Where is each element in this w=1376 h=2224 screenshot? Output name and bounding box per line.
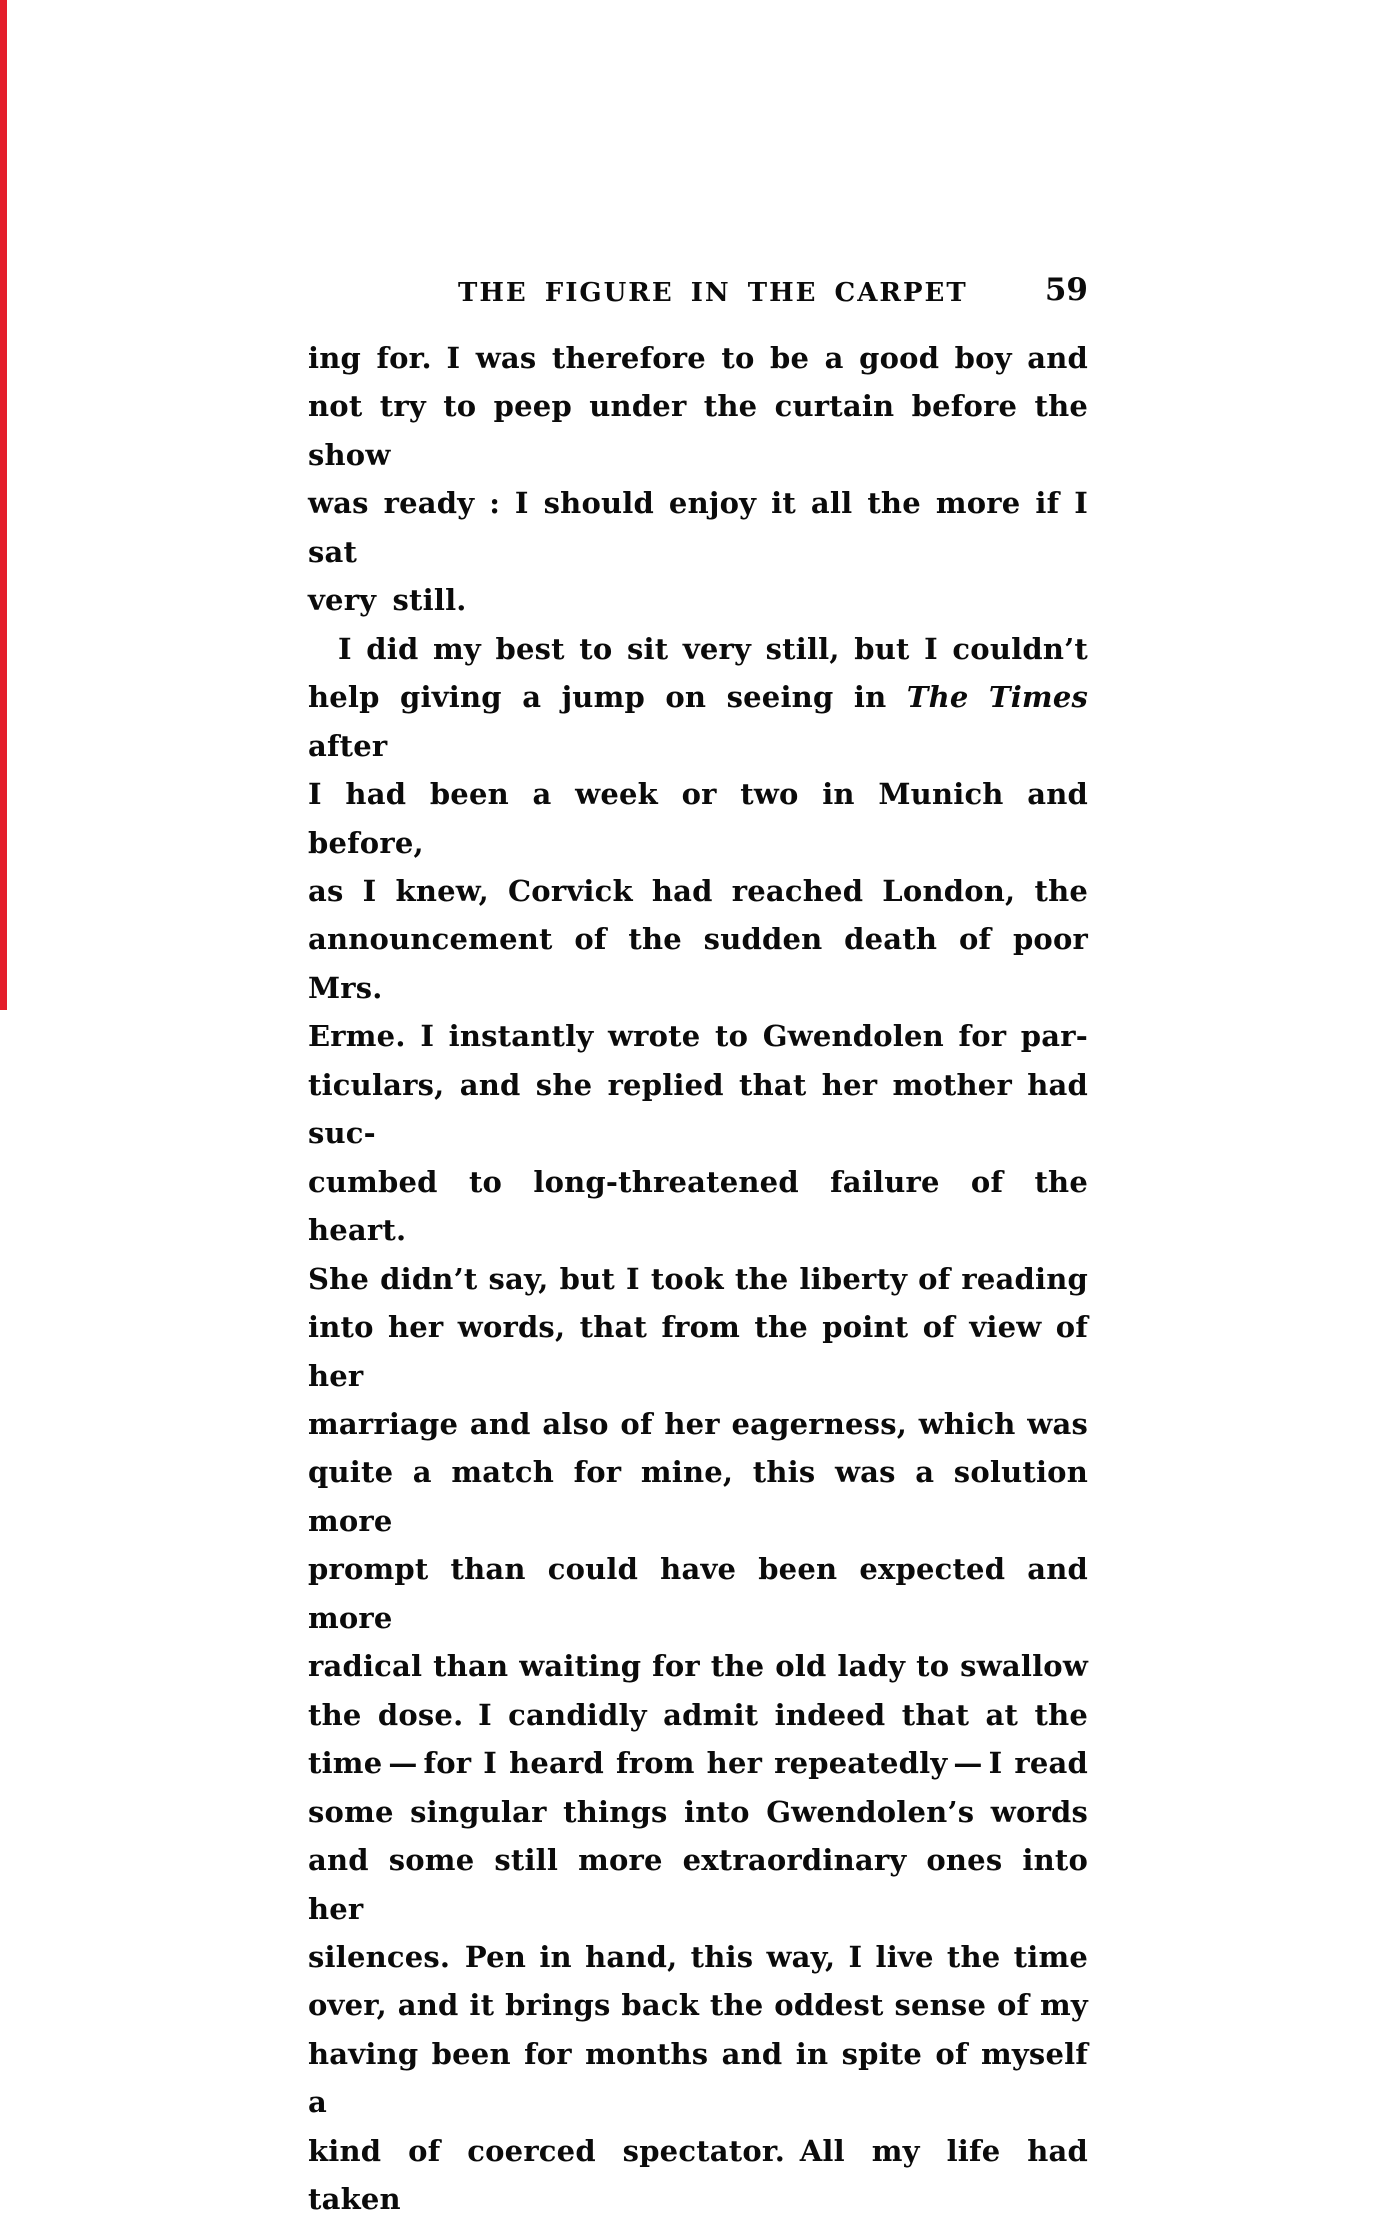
text-line: kind of coerced spectator. All my life had taken xyxy=(308,2133,1088,2217)
text-line: help giving a jump on seeing in The Times after xyxy=(308,680,1088,763)
text-line: not try to peep under the curtain before the show xyxy=(308,389,1088,472)
text-line: marriage and also of her eagerness, which was xyxy=(308,1406,1088,1441)
page-number: 59 xyxy=(1044,272,1088,308)
text-line: ing for. I was therefore to be a good boy and xyxy=(308,341,1088,375)
text-line: and some still more extraordinary ones into her xyxy=(308,1843,1088,1926)
text-line: very still. xyxy=(308,583,467,618)
running-head xyxy=(308,272,1088,310)
text-line: into her words, that from the point of view of her xyxy=(308,1310,1088,1393)
text-line: silences. Pen in hand, this way, I live the time xyxy=(308,1939,1088,1974)
text-line: ticulars, and she replied that her mother had suc- xyxy=(308,1067,1088,1151)
text-line: over, and it brings back the oddest sense of my xyxy=(308,1988,1088,2023)
text-line: radical than waiting for the old lady to swallow xyxy=(308,1649,1088,1684)
text-line: having been for months and in spite of myself a xyxy=(308,2036,1088,2120)
running-head-title: THE FIGURE IN THE CARPET xyxy=(458,278,968,308)
text-line: I did my best to sit very still, but I couldn’t xyxy=(338,631,1088,666)
text-line: was ready : I should enjoy it all the more if I sat xyxy=(308,486,1088,569)
body-text-block xyxy=(308,334,1088,2224)
text-line: time — for I heard from her repeatedly — I read xyxy=(308,1746,1088,1781)
text-line: the dose. I candidly admit indeed that at the xyxy=(308,1697,1088,1732)
text-line: I had been a week or two in Munich and before, xyxy=(308,777,1088,860)
text-line: prompt than could have been expected and more xyxy=(308,1552,1088,1635)
text-line: She didn’t say, but I took the liberty of reading xyxy=(308,1261,1088,1296)
text-line: Erme. I instantly wrote to Gwendolen for par- xyxy=(308,1019,1088,1054)
text-line: as I knew, Corvick had reached London, the xyxy=(308,873,1088,908)
scan-edge-stripe xyxy=(0,0,7,1010)
text-line: cumbed to long-threatened failure of the heart. xyxy=(308,1164,1088,1248)
text-line: some singular things into Gwendolen’s words xyxy=(308,1794,1088,1829)
text-line: quite a match for mine, this was a solution more xyxy=(308,1455,1088,1538)
text-line: announcement of the sudden death of poor Mrs. xyxy=(308,922,1088,1005)
